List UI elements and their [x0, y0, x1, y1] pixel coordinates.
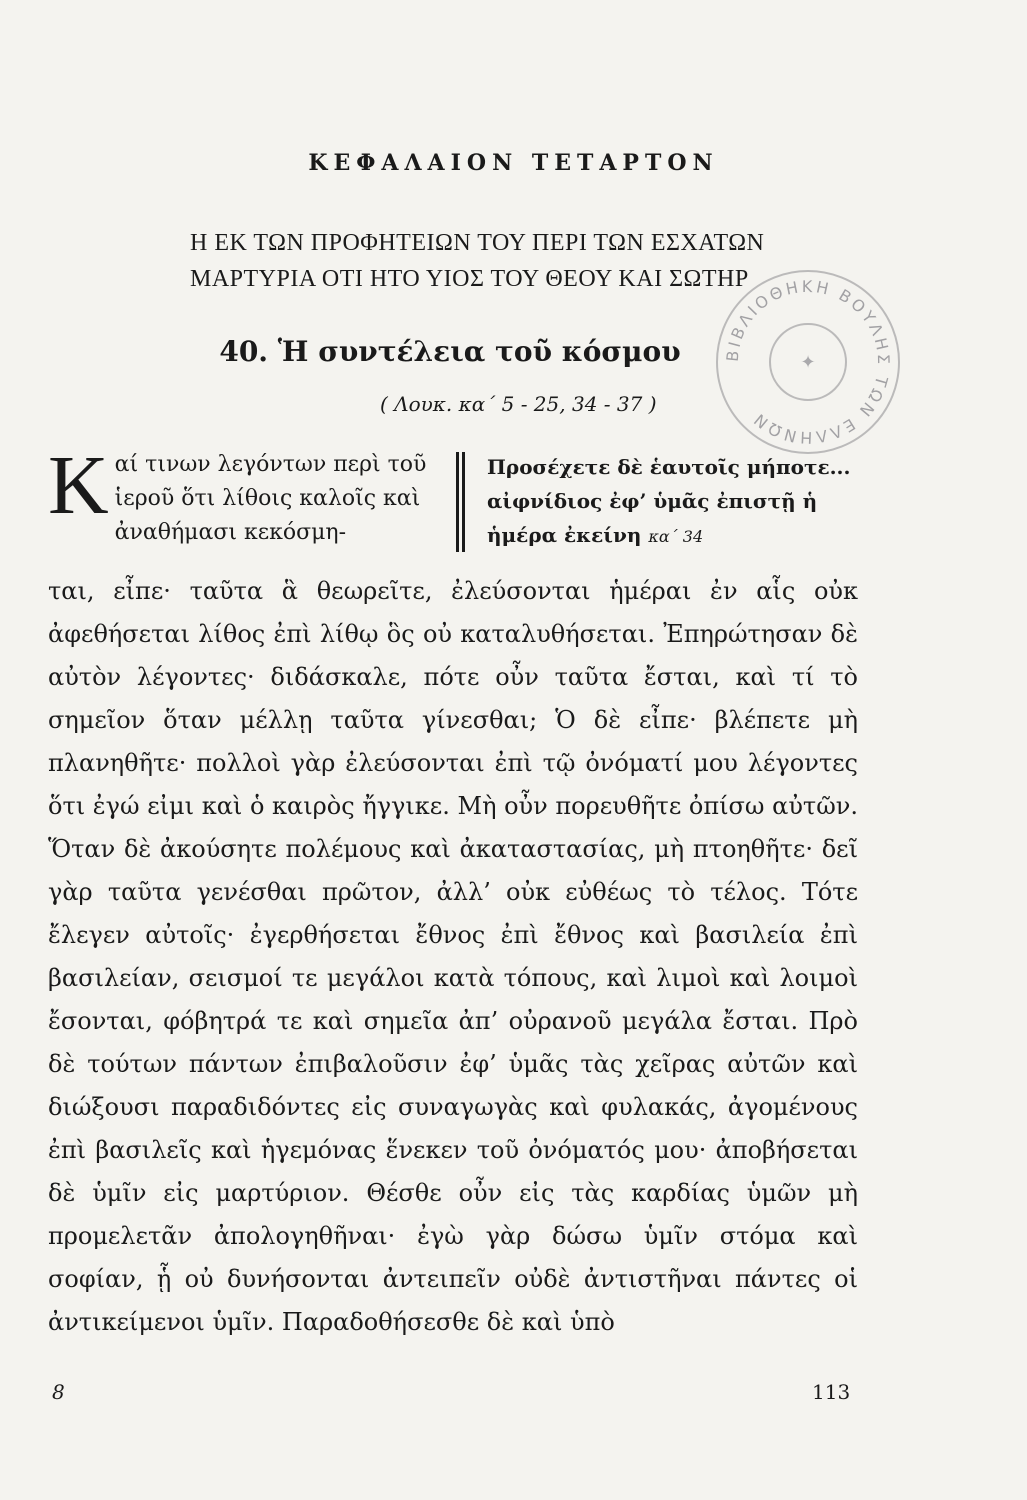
- scripture-reference: ( Λουκ. κα΄ 5 - 25, 34 - 37 ): [380, 392, 657, 416]
- sidenote-quote: [487, 450, 867, 554]
- drop-cap: Κ: [48, 439, 109, 532]
- subtitle-line-2: ΜΑΡΤΥΡΙΑ ΟΤΙ ΗΤΟ ΥΙΟΣ ΤΟΥ ΘΕΟΥ ΚΑΙ ΣΩΤΗΡ: [190, 266, 749, 292]
- body-paragraph: ται, εἶπε· ταῦτα ἃ θεωρεῖτε, ἐλεύσονται ἡμέραι ἐν αἷς οὐκ ἀφεθήσεται λίθος ἐπὶ λίθῳ ὃς οὐ καταλυθήσεται. Ἐπηρώτησαν δὲ αὐτὸν λέγοντες· διδάσκαλε, πότε οὖν ταῦτα ἔσται, καὶ τί τὸ σημεῖον ὅταν μέλλῃ ταῦτα γίνεσθαι; Ὁ δὲ εἶπε· βλέπετε μὴ πλανηθῆτε· πολλοὶ γὰρ ἐλεύσονται ἐπὶ τῷ ὀνόματί μου λέγοντες ὅτι ἐγώ εἰμι καὶ ὁ καιρὸς ἤγγικε. Μὴ οὖν πορευθῆτε ὀπίσω αὐτῶν. Ὅταν δὲ ἀκούσητε πολέμους καὶ ἀκαταστασίας, μὴ πτοηθῆτε· δεῖ γὰρ ταῦτα γενέσθαι πρῶτον, ἀλλ’ οὐκ εὐθέως τὸ τέλος. Τότε ἔλεγεν αὐτοῖς· ἐγερθήσεται ἔθνος ἐπὶ ἔθνος καὶ βασιλεία ἐπὶ βασιλείαν, σεισμοί τε μεγάλοι κατὰ τόπους, καὶ λιμοὶ καὶ λοιμοὶ ἔσονται, φόβητρά τε καὶ σημεῖα ἀπ’ οὐρανοῦ μεγάλα ἔσται. Πρὸ δὲ τούτων πάντων ἐπιβαλοῦσιν ἐφ’ ὑμᾶς τὰς χεῖρας αὐτῶν καὶ διώξουσι παραδιδόντες εἰς συναγωγὰς καὶ φυλακάς, ἀγομένους ἐπὶ βασιλεῖς καὶ ἡγεμόνας ἕνεκεν τοῦ ὀνόματός μου· ἀποβήσεται δὲ ὑμῖν εἰς μαρτύριον. Θέσθε οὖν εἰς τὰς καρδίας ὑμῶν μὴ προμελετᾶν ἀπολογηθῆναι· ἐγὼ γὰρ δώσω ὑμῖν στόμα καὶ σοφίαν, ᾗ οὐ δυνήσονται ἀντειπεῖν οὐδὲ ἀντιστῆναι πάντες οἱ ἀντικείμενοι ὑμῖν. Παραδοθήσεσθε δὲ καὶ ὑπὸ: [48, 577, 858, 1336]
- sidenote-verse: κα΄ 34: [648, 527, 704, 546]
- page-number: 113: [812, 1380, 851, 1404]
- chapter-heading: ΚΕΦΑΛΑΙΟΝ ΤΕΤΑΡΤΟΝ: [308, 150, 719, 176]
- sidenote-divider: [456, 452, 459, 552]
- sidenote-text: Προσέχετε δὲ ἑαυτοῖς μήποτε... αἰφνίδιος ἐφ’ ὑμᾶς ἐπιστῇ ἡ ἡμέρα ἐκείνη: [487, 455, 851, 547]
- intro-paragraph: [48, 439, 468, 550]
- svg-text:ΒΙΒΛΙΟΘΗΚΗ ΒΟΥΛΗΣ ΤΩΝ ΕΛΛΗΝΩΝ: ΒΙΒΛΙΟΘΗΚΗ ΒΟΥΛΗΣ ΤΩΝ ΕΛΛΗΝΩΝ: [722, 276, 894, 448]
- svg-text:✦: ✦: [800, 352, 816, 373]
- sidenote-divider-2: [462, 452, 465, 552]
- subtitle-line-1: Η ΕΚ ΤΩΝ ΠΡΟΦΗΤΕΙΩΝ ΤΟΥ ΠΕΡΙ ΤΩΝ ΕΣΧΑΤΩΝ: [190, 230, 765, 256]
- library-stamp: [716, 270, 900, 454]
- intro-text: αί τινων λεγόντων περὶ τοῦ ἱεροῦ ὅτι λίθοις καλοῖς καὶ ἀναθήμασι κεκόσμη-: [114, 452, 427, 545]
- signature-mark: 8: [52, 1380, 65, 1404]
- section-title: 40. Ἡ συντέλεια τοῦ κόσμου: [219, 335, 681, 368]
- stamp-seal-icon: [718, 272, 898, 452]
